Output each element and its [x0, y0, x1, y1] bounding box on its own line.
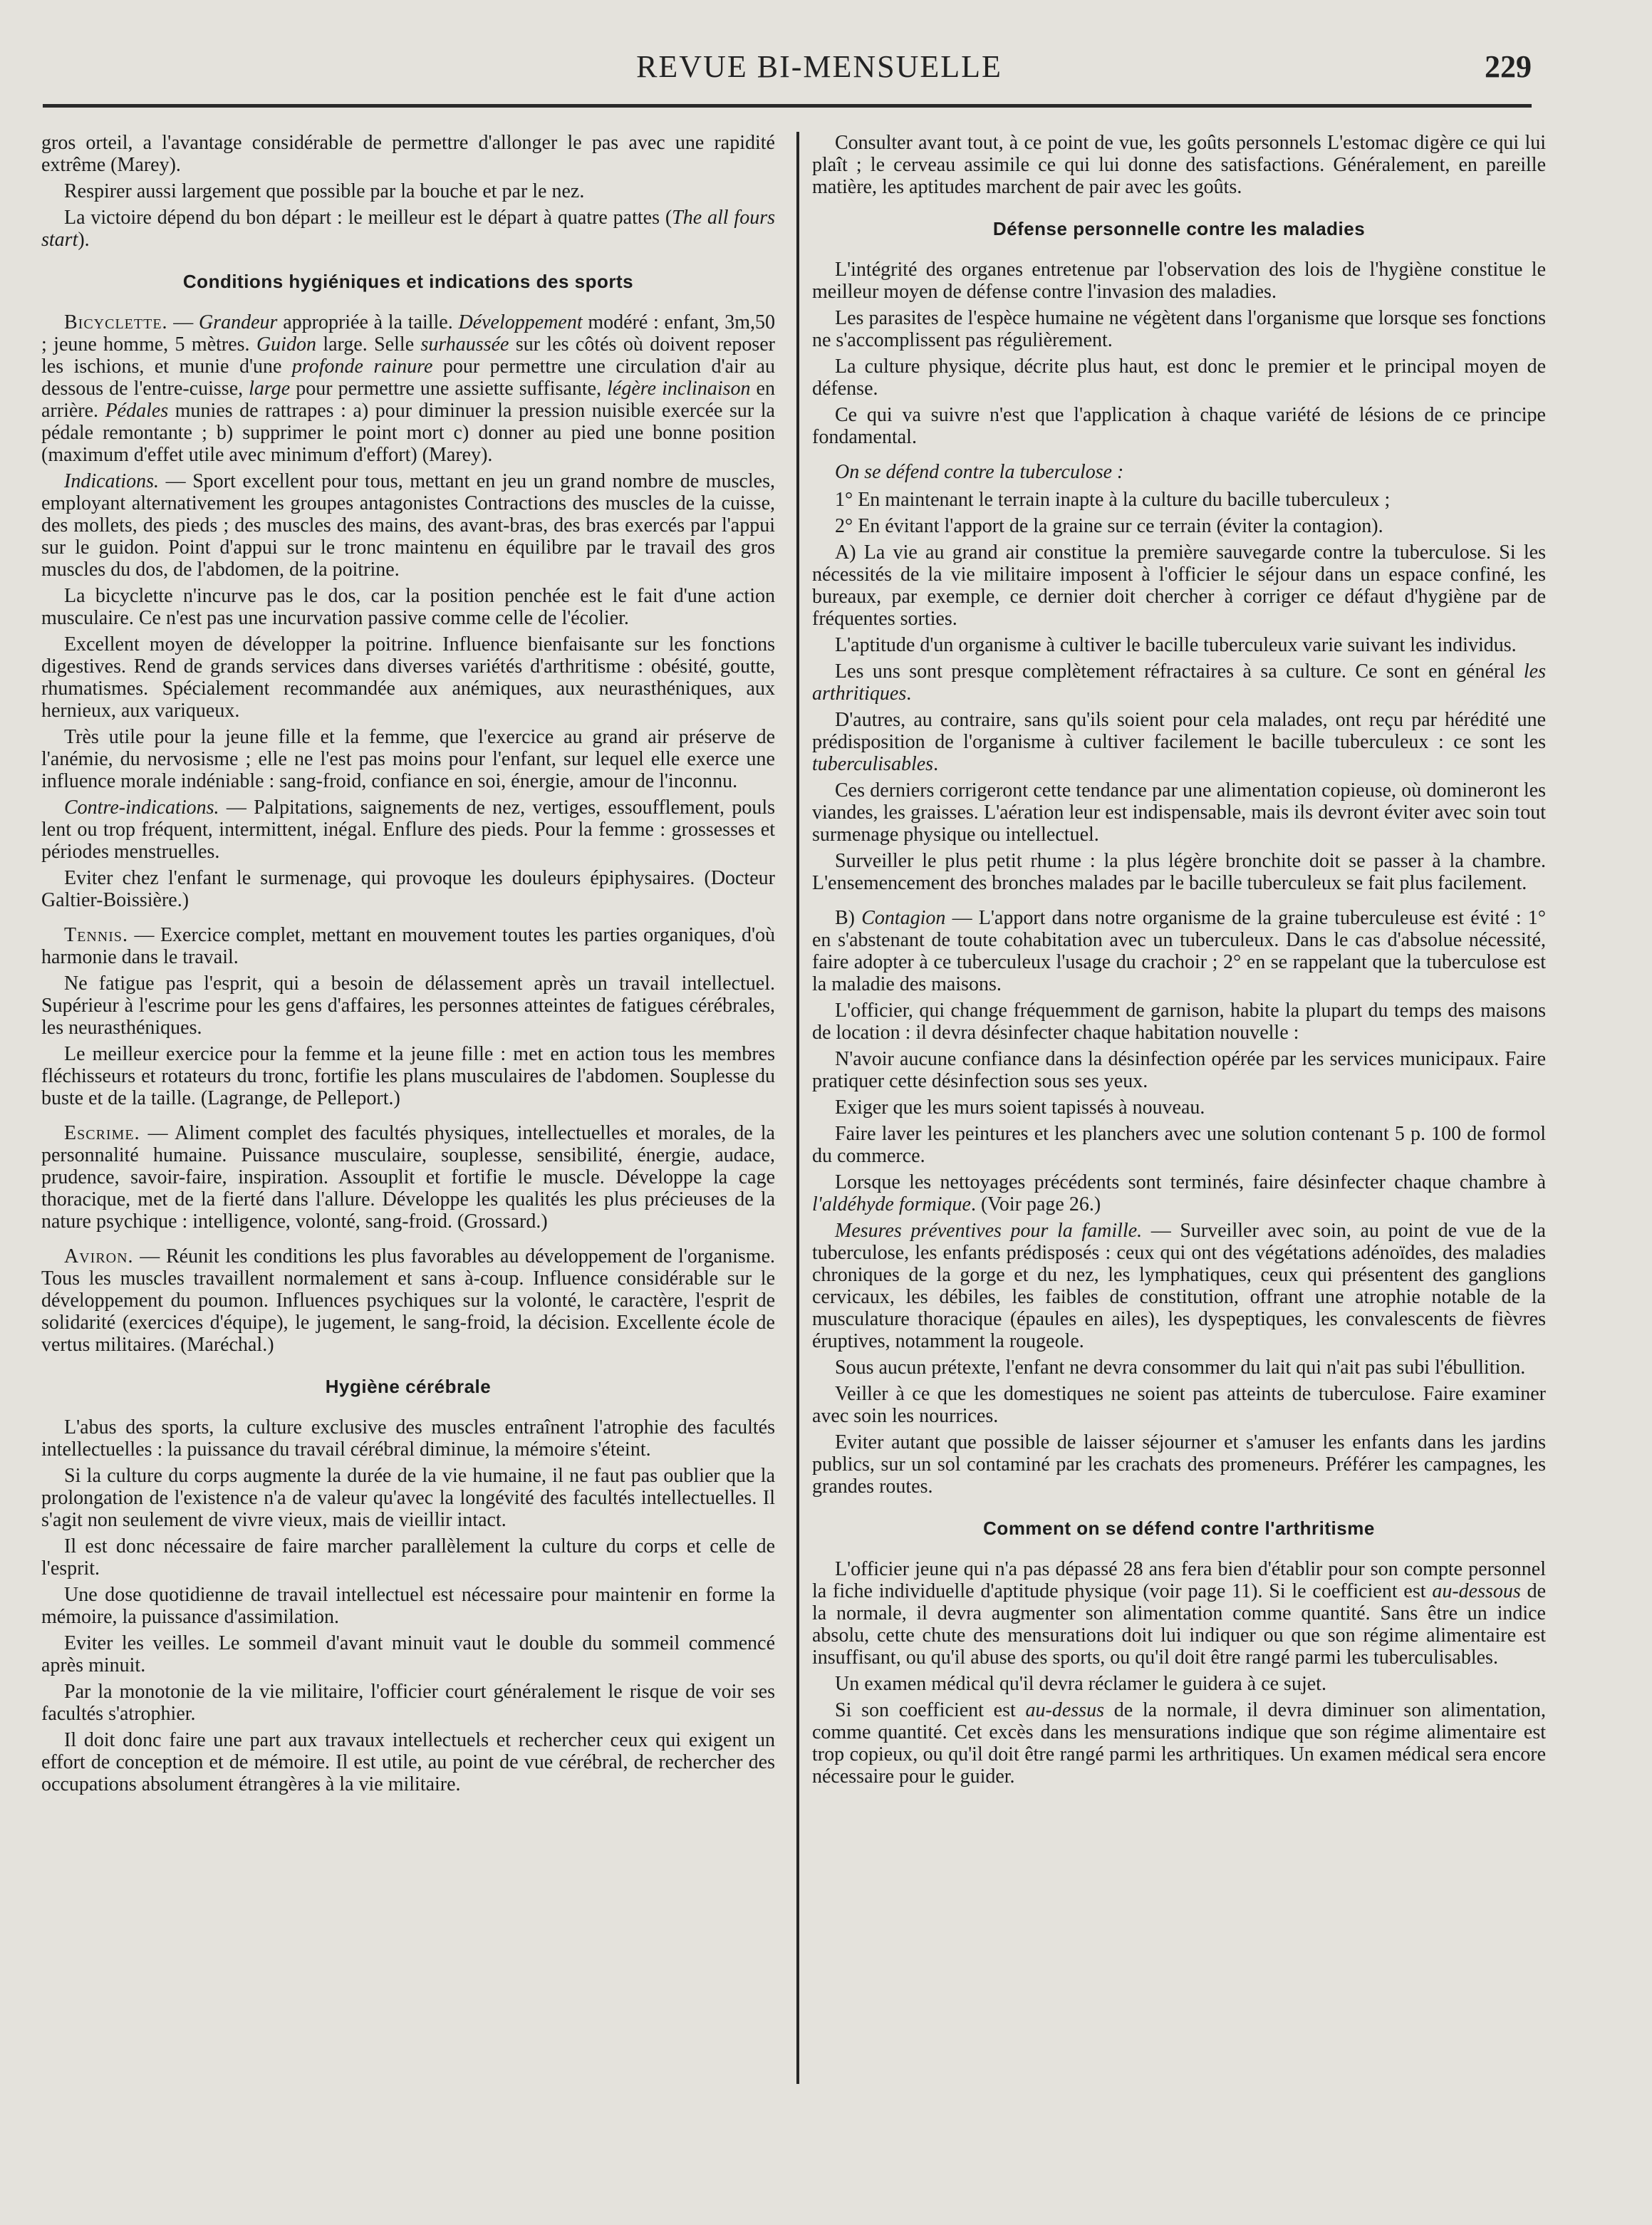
entry-label: Aviron.	[64, 1245, 134, 1267]
paragraph: Les uns sont presque complètement réfractaires à sa culture. Ce sont en général les arthritiques.	[812, 660, 1546, 705]
paragraph: Surveiller le plus petit rhume : la plus légère bronchite doit se passer à la chambre. L'ensemencement des bronches malades par le bacille tuberculeux se fait plus facilement.	[812, 850, 1546, 894]
header-rule	[43, 104, 1532, 108]
paragraph: L'officier, qui change fréquemment de garnison, habite la plupart du temps des maisons de location : il devra désinfecter chaque habitation nouvelle :	[812, 1000, 1546, 1044]
section-heading: Défense personnelle contre les maladies	[992, 218, 1366, 239]
paragraph-contre-indications: Contre-indications. — Palpitations, saignements de nez, vertiges, essoufflement, pouls lent ou trop fréquent, intermittent, inégal. Enflure des pieds. Pour la femme : grossesses et périodes menstruelles.	[41, 797, 775, 863]
paragraph-bicyclette: Bicyclette. — Grandeur appropriée à la taille. Développement modéré : enfant, 3m,50 ; jeune homme, 5 mètres. Guidon large. Selle surhaussée sur les côtés où doivent reposer les ischions, et munie d'une profonde rainure pour permettre une circulation d'air au dessous de l'entre-cuisse, large pour permettre une assiette suffisante, légère inclinaison en arrière. Pédales munies de rattrapes : a) pour diminuer la pression nuisible exercée sur la pédale remontante ; b) supprimer le point mort c) donner au pied une bonne position (maximum d'effet utile avec minimum d'effort) (Marey).	[41, 311, 775, 466]
paragraph: Un examen médical qu'il devra réclamer le guidera à ce sujet.	[835, 1673, 1326, 1695]
paragraph: La bicyclette n'incurve pas le dos, car la position penchée est le fait d'une action musculaire. Ce n'est pas une incurvation passive comme celle de l'écolier.	[41, 585, 775, 629]
paragraph: Eviter les veilles. Le sommeil d'avant minuit vaut le double du sommeil commencé après minuit.	[41, 1632, 775, 1676]
paragraph: Excellent moyen de développer la poitrine. Influence bienfaisante sur les fonctions digestives. Rend de grands services dans diverses variétés d'arthritisme : obésité, goutte, rhumatismes. Spécialement recommandée aux anémiques, aux neurasthéniques, aux hernieux, aux variqueux.	[41, 633, 775, 722]
paragraph: Les parasites de l'espèce humaine ne végètent dans l'organisme que lorsque ses fonctions ne s'accomplissent pas régulièrement.	[812, 307, 1546, 351]
paragraph: Eviter chez l'enfant le surmenage, qui provoque les douleurs épiphysaires. (Docteur Galtier-Boissière.)	[41, 867, 775, 911]
paragraph: 2° En évitant l'apport de la graine sur ce terrain (éviter la contagion).	[835, 515, 1383, 537]
entry-label: Bicyclette.	[64, 311, 168, 333]
paragraph-indications: Indications. — Sport excellent pour tous, mettant en jeu un grand nombre de muscles, employant alternativement les groupes antagonistes Contractions des muscles de la cuisse, des mollets, des pieds ; des muscles des mains, des avant-bras, des bras exercés par l'appui sur le guidon. Point d'appui sur le tronc maintenu en équilibre par le travail des gros muscles du dos, de l'abdomen, de la poitrine.	[41, 470, 775, 581]
paragraph: L'aptitude d'un organisme à cultiver le bacille tuberculeux varie suivant les individus.	[835, 634, 1517, 656]
running-title: REVUE BI-MENSUELLE	[636, 49, 1002, 84]
paragraph: 1° En maintenant le terrain inapte à la culture du bacille tuberculeux ;	[835, 489, 1391, 511]
entry-label: Escrime.	[64, 1122, 140, 1144]
paragraph: Lorsque les nettoyages précédents sont terminés, faire désinfecter chaque chambre à l'aldéhyde formique. (Voir page 26.)	[812, 1171, 1546, 1215]
paragraph-escrime: Escrime. — Aliment complet des facultés physiques, intellectuelles et morales, de la personnalité humaine. Puissance musculaire, souplesse, sensibilité, énergie, audace, prudence, savoir-faire, inspiration. Assouplit et fortifie le muscle. Développe la cage thoracique, met de la fierté dans l'allure. Développe les qualités les plus précieuses de la nature psychique : intelligence, volonté, sang-froid. (Grossard.)	[41, 1122, 775, 1233]
paragraph: Il doit donc faire une part aux travaux intellectuels et rechercher ceux qui exigent un effort de conception et de mémoire. Il est utile, au point de vue cérébral, de rechercher des occupations absolument étrangères à la vie militaire.	[41, 1729, 775, 1795]
right-column	[812, 132, 1546, 2098]
paragraph: Sous aucun prétexte, l'enfant ne devra consommer du lait qui n'ait pas subi l'ébullition.	[835, 1357, 1526, 1379]
paragraph: Ne fatigue pas l'esprit, qui a besoin de délassement après un travail intellectuel. Supérieur à l'escrime pour les gens d'affaires, les personnes atteintes de fatigues cérébrales, les neurasthéniques.	[41, 973, 775, 1039]
paragraph: Si son coefficient est au-dessus de la normale, il devra diminuer son alimentation, comme quantité. Cet excès dans les mensurations indique que son régime alimentaire est trop copieux, ou qu'il doit être rangé parmi les arthritiques. Un examen médical sera encore nécessaire pour le guider.	[812, 1699, 1546, 1788]
page-header	[43, 44, 1532, 94]
paragraph: Ce qui va suivre n'est que l'application à chaque variété de lésions de ce principe fondamental.	[812, 404, 1546, 448]
column-divider	[796, 132, 799, 2084]
paragraph: Une dose quotidienne de travail intellectuel est nécessaire pour maintenir en forme la mémoire, la puissance d'assimilation.	[41, 1584, 775, 1628]
section-heading: Comment on se défend contre l'arthritisme	[983, 1518, 1375, 1539]
paragraph: Par la monotonie de la vie militaire, l'officier court généralement le risque de voir ses facultés s'atrophier.	[41, 1681, 775, 1725]
section-heading: Hygiène cérébrale	[325, 1376, 492, 1397]
paragraph: D'autres, au contraire, sans qu'ils soient pour cela malades, ont reçu par hérédité une prédisposition de l'organisme à cultiver facilement le bacille tuberculeux : ce sont les tuberculisables.	[812, 709, 1546, 775]
section-heading: Conditions hygiéniques et indications des sports	[182, 271, 634, 292]
paragraph: L'intégrité des organes entretenue par l'observation des lois de l'hygiène constitue le meilleur moyen de défense contre l'invasion des maladies.	[812, 259, 1546, 303]
paragraph-aviron: Aviron. — Réunit les conditions les plus favorables au développement de l'organisme. Tous les muscles travaillent normalement et sans à-coup. Influence considérable sur le développement du poumon. Influences psychiques sur la volonté, le caractère, l'esprit de solidarité (exercices d'équipe), le jugement, le sang-froid, la décision. Excellente école de vertus militaires. (Maréchal.)	[41, 1245, 775, 1356]
paragraph: Le meilleur exercice pour la femme et la jeune fille : met en action tous les membres fléchisseurs et rotateurs du tronc, fortifie les plans musculaires de l'abdomen. Souplesse du buste et de la taille. (Lagrange, de Pelleport.)	[41, 1043, 775, 1109]
paragraph: Eviter autant que possible de laisser séjourner et s'amuser les enfants dans les jardins publics, sur un sol contaminé par les crachats des promeneurs. Préférer les campagnes, les grandes routes.	[812, 1431, 1546, 1498]
paragraph: La culture physique, décrite plus haut, est donc le premier et le principal moyen de défense.	[812, 356, 1546, 400]
paragraph: L'abus des sports, la culture exclusive des muscles entraînent l'atrophie des facultés intellectuelles : la puissance du travail cérébral diminue, la mémoire s'éteint.	[41, 1416, 775, 1461]
paragraph-contagion: B) Contagion — L'apport dans notre organisme de la graine tuberculeuse est évité : 1° en s'abstenant de toute cohabitation avec un tuberculeux. Dans le cas d'absolue nécessité, faire adopter à ce tuberculeux l'usage du crachoir ; 2° en se rappelant que la tuberculose est la maladie des maisons.	[812, 907, 1546, 995]
left-column	[41, 132, 775, 2098]
paragraph: Consulter avant tout, à ce point de vue, les goûts personnels L'estomac digère ce qui lui plaît ; le cerveau assimile ce qui lui donne des satisfactions. Généralement, en pareille matière, les aptitudes marchent de pair avec les goûts.	[812, 132, 1546, 198]
paragraph-tennis: Tennis. — Exercice complet, mettant en mouvement toutes les parties organiques, d'où harmonie dans le travail.	[41, 924, 775, 968]
paragraph: N'avoir aucune confiance dans la désinfection opérée par les services municipaux. Faire pratiquer cette désinfection sous ses yeux.	[812, 1048, 1546, 1092]
paragraph: L'officier jeune qui n'a pas dépassé 28 ans fera bien d'établir pour son compte personnel la fiche individuelle d'aptitude physique (voir page 11). Si le coefficient est au-dessous de la normale, il devra augmenter son alimentation comme quantité. Sans être un indice absolu, cette chute des mensurations doit lui indiquer ou que son régime alimentaire est insuffisant, ou qu'il abuse des sports, ou qu'il doit être rangé parmi les tuberculisables.	[812, 1558, 1546, 1669]
paragraph: Veiller à ce que les domestiques ne soient pas atteints de tuberculose. Faire examiner avec soin les nourrices.	[812, 1383, 1546, 1427]
page-number: 229	[1485, 49, 1532, 84]
paragraph: Faire laver les peintures et les planchers avec une solution contenant 5 p. 100 de formol du commerce.	[812, 1123, 1546, 1167]
entry-label: Tennis.	[64, 924, 128, 946]
paragraph: La victoire dépend du bon départ : le meilleur est le départ à quatre pattes (The all fours start).	[41, 207, 775, 251]
paragraph: Très utile pour la jeune fille et la femme, que l'exercice au grand air préserve de l'anémie, du nervosisme ; elle ne l'est pas moins pour l'enfant, sur lequel elle exerce une influence morale indéniable : sang-froid, confiance en soi, énergie, amour de l'inconnu.	[41, 726, 775, 792]
paragraph: A) La vie au grand air constitue la première sauvegarde contre la tuberculose. Si les nécessités de la vie militaire imposent à l'officier le séjour dans un espace confiné, les bureaux, par exemple, ce dernier doit chercher à corriger ce défaut d'hygiène par de fréquentes sorties.	[812, 541, 1546, 630]
sub-heading: On se défend contre la tuberculose :	[835, 461, 1124, 483]
paragraph: Exiger que les murs soient tapissés à nouveau.	[835, 1096, 1205, 1119]
paragraph: Mesures préventives pour la famille. — Surveiller avec soin, au point de vue de la tuberculose, les enfants prédisposés : ceux qui ont des végétations adénoïdes, des maladies chroniques de la gorge et du nez, les lymphatiques, ceux qui présentent des ganglions cervicaux, les débiles, les faibles de constitution, offrant une atrophie notable de la musculature thoracique (épaules en ailes), les dyspeptiques, les convalescents de fièvres éruptives, notamment la rougeole.	[812, 1220, 1546, 1352]
paragraph: Il est donc nécessaire de faire marcher parallèlement la culture du corps et celle de l'esprit.	[41, 1535, 775, 1580]
paragraph: Respirer aussi largement que possible par la bouche et par le nez.	[64, 180, 585, 202]
paragraph: Si la culture du corps augmente la durée de la vie humaine, il ne faut pas oublier que la prolongation de l'existence n'a de valeur qu'avec la longévité des facultés intellectuelles. Il s'agit non seulement de vivre vieux, mais de vieillir intact.	[41, 1465, 775, 1531]
paragraph: gros orteil, a l'avantage considérable de permettre d'allonger le pas avec une rapidité extrême (Marey).	[41, 132, 775, 176]
paragraph: Ces derniers corrigeront cette tendance par une alimentation copieuse, où domineront les viandes, les graisses. L'aération leur est indispensable, mais ils devront éviter avec soin tout surmenage physique ou intellectuel.	[812, 779, 1546, 846]
